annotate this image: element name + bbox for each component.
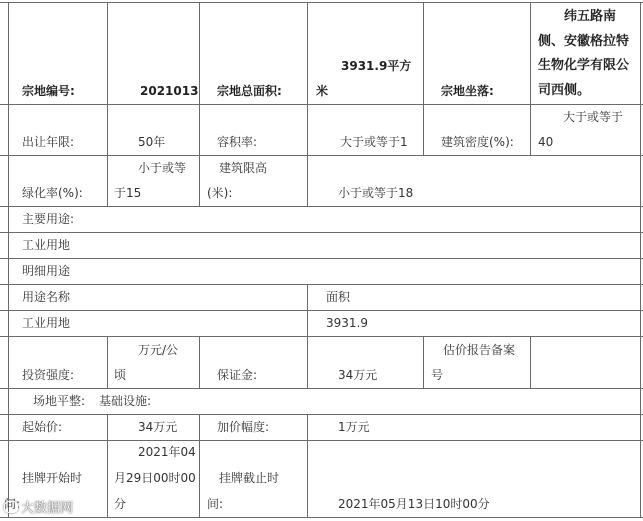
infrastructure-label: 基础设施: bbox=[99, 394, 152, 408]
height-value: 小于或等于18 bbox=[338, 186, 414, 200]
parcel-location-line3: 生物化学有限公 bbox=[538, 58, 630, 73]
listing-start-label-line2: 间: bbox=[4, 497, 21, 511]
listing-end-value: 2021年05月13日10时00分 bbox=[338, 497, 490, 511]
years-value: 50年 bbox=[138, 135, 166, 149]
appraisal-label-line1: 估价报告备案 bbox=[443, 343, 516, 357]
start-price-value: 34万元 bbox=[138, 420, 178, 434]
listing-start-line2: 月29日00时00 bbox=[114, 471, 196, 485]
parcel-area-value: 3931.9平方 bbox=[341, 59, 412, 73]
years-label: 出让年限: bbox=[22, 135, 75, 149]
deposit-value: 34万元 bbox=[338, 368, 378, 382]
parcel-area-label: 宗地总面积: bbox=[217, 84, 282, 98]
parcel-area-unit: 米 bbox=[316, 84, 329, 98]
main-use-value: 工业用地 bbox=[22, 238, 71, 252]
parcel-code-label: 宗地编号: bbox=[22, 84, 75, 98]
density-value-line2: 40 bbox=[538, 135, 554, 149]
use-name-header: 用途名称 bbox=[22, 290, 71, 304]
listing-start-line1: 2021年04 bbox=[138, 445, 196, 459]
increment-value: 1万元 bbox=[338, 420, 370, 434]
listing-start-label-line1: 挂牌开始时 bbox=[22, 471, 83, 485]
parcel-location-line4: 司西侧。 bbox=[538, 83, 591, 98]
invest-unit-line1: 万元/公 bbox=[138, 343, 179, 357]
watermark-logo-icon bbox=[4, 501, 18, 513]
listing-end-label-line2: 间: bbox=[207, 497, 224, 511]
watermark bbox=[4, 497, 73, 516]
parcel-location-line2: 侧、安徽格拉特 bbox=[538, 34, 630, 49]
use-area-cell: 3931.9 bbox=[326, 316, 368, 330]
detail-use-label: 明细用途 bbox=[22, 264, 71, 278]
main-use-label: 主要用途: bbox=[22, 212, 75, 226]
height-label-line2: (米): bbox=[207, 186, 233, 200]
density-value-line1: 大于或等于 bbox=[563, 110, 624, 124]
far-value: 大于或等于1 bbox=[340, 135, 408, 149]
invest-label: 投资强度: bbox=[22, 368, 75, 382]
invest-unit-line2: 顷 bbox=[114, 368, 127, 382]
parcel-location-label: 宗地坐落: bbox=[441, 84, 494, 98]
listing-start-line3: 分 bbox=[114, 497, 127, 511]
density-label: 建筑密度(%): bbox=[441, 135, 514, 149]
appraisal-label-line2: 号 bbox=[431, 368, 444, 382]
green-value-line1: 小于或等 bbox=[138, 161, 187, 175]
green-label: 绿化率(%): bbox=[22, 186, 83, 200]
height-label-line1: 建筑限高 bbox=[219, 161, 268, 175]
watermark-text: 大数据网 bbox=[21, 501, 74, 516]
site-leveling-label: 场地平整: bbox=[33, 394, 86, 408]
parcel-location-line1: 纬五路南 bbox=[564, 9, 617, 24]
start-price-label: 起始价: bbox=[22, 420, 63, 434]
increment-label: 加价幅度: bbox=[217, 420, 270, 434]
use-name-cell: 工业用地 bbox=[22, 316, 71, 330]
parcel-code-value: 2021013 bbox=[140, 84, 199, 98]
listing-end-label-line1: 挂牌截止时 bbox=[219, 471, 280, 485]
green-value-line2: 于15 bbox=[114, 186, 142, 200]
far-label: 容积率: bbox=[217, 135, 258, 149]
use-area-header: 面积 bbox=[326, 290, 351, 304]
deposit-label: 保证金: bbox=[217, 368, 258, 382]
